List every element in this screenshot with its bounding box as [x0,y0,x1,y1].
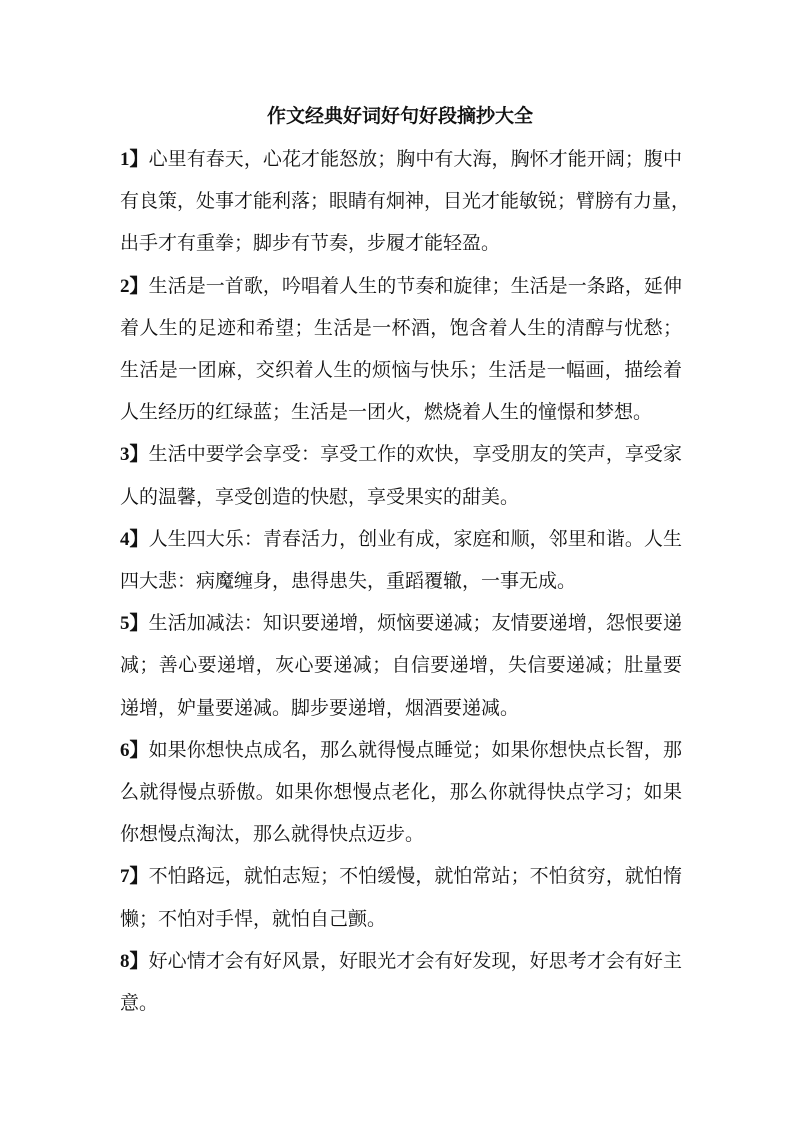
paragraph-line [120,350,682,392]
paragraph-number: 1】 [120,149,149,170]
paragraph-text: 人的温馨，享受创造的快慰，享受果实的甜美。 [120,486,520,508]
paragraph-line [120,266,682,308]
paragraph-text: 如果你想快点成名，那么就得慢点睡觉；如果你想快点长智，那 [148,739,682,761]
paragraph-text: 递增，妒量要递减。脚步要递增，烟酒要递减。 [120,697,520,719]
document-title: 作文经典好词好句好段摘抄大全 [266,106,533,127]
paragraph-line [120,814,682,856]
paragraph-text: 心里有春天，心花才能怒放；胸中有大海，胸怀才能开阔；腹中 [148,149,682,170]
paragraph-line [120,688,682,730]
paragraph-number: 7】 [120,866,149,888]
paragraph-line [120,899,682,941]
paragraph-number: 4】 [120,528,149,550]
paragraph-line [120,772,682,814]
document-body [120,139,691,1025]
paragraph-line [120,392,682,434]
paragraph-4 [120,519,682,603]
paragraph-8 [120,941,682,1025]
paragraph-text: 么就得慢点骄傲。如果你想慢点老化，那么你就得快点学习；如果 [120,782,682,804]
paragraph-text: 出手才有重拳；脚步有节奏，步履才能轻盈。 [120,233,501,255]
paragraph-text: 减；善心要递增，灰心要递减；自信要递增，失信要递减；肚量要 [120,655,682,677]
paragraph-text: 四大悲：病魔缠身，患得患失，重蹈覆辙，一事无成。 [120,571,577,593]
paragraph-line [120,308,682,350]
paragraph-text: 生活中要学会享受：享受工作的欢快，享受朋友的笑声，享受家 [148,444,682,466]
paragraph-line [120,223,682,265]
paragraph-line [120,603,682,645]
paragraph-line [120,645,682,687]
paragraph-text: 人生经历的红绿蓝；生活是一团火，燃烧着人生的憧憬和梦想。 [120,402,653,424]
paragraph-3 [120,434,682,518]
paragraph-2 [120,266,682,435]
paragraph-1 [120,139,691,266]
paragraph-number: 6】 [120,739,149,761]
paragraph-text: 好心情才会有好风景，好眼光才会有好发现，好思考才会有好主 [148,950,682,972]
paragraph-text: 着人生的足迹和希望；生活是一杯酒，饱含着人生的清醇与忧愁； [120,317,682,339]
paragraph-number: 2】 [120,275,149,297]
paragraph-number: 3】 [120,444,149,466]
paragraph-5 [120,603,682,730]
paragraph-line [120,139,682,181]
paragraph-text: 有良策，处事才能利落；眼睛有炯神，目光才能敏锐；臂膀有力量， [120,191,691,213]
paragraph-line [120,941,682,983]
paragraph-text: 生活加减法：知识要递增，烦恼要递减；友情要递增，怨恨要递 [148,613,682,635]
paragraph-line [120,730,682,772]
paragraph-text: 懒；不怕对手悍，就怕自己颤。 [120,908,387,930]
paragraph-6 [120,730,682,857]
paragraph-number: 8】 [120,950,149,972]
paragraph-line [120,519,682,561]
paragraph-text: 人生四大乐：青春活力，创业有成，家庭和顺，邻里和谐。人生 [148,528,682,550]
paragraph-line [120,434,682,476]
paragraph-line [120,181,691,223]
paragraph-text: 意。 [120,993,159,1015]
paragraph-text: 生活是一团麻，交织着人生的烦恼与快乐；生活是一幅画，描绘着 [120,360,682,382]
paragraph-text: 不怕路远，就怕志短；不怕缓慢，就怕常站；不怕贫穷，就怕惰 [148,866,682,888]
paragraph-line [120,477,682,519]
paragraph-7 [120,856,682,940]
paragraph-number: 5】 [120,613,149,635]
paragraph-line [120,983,682,1025]
paragraph-text: 生活是一首歌，吟唱着人生的节奏和旋律；生活是一条路，延伸 [148,275,682,297]
paragraph-line [120,561,682,603]
paragraph-text: 你想慢点淘汰，那么就得快点迈步。 [120,824,425,846]
paragraph-line [120,856,682,898]
